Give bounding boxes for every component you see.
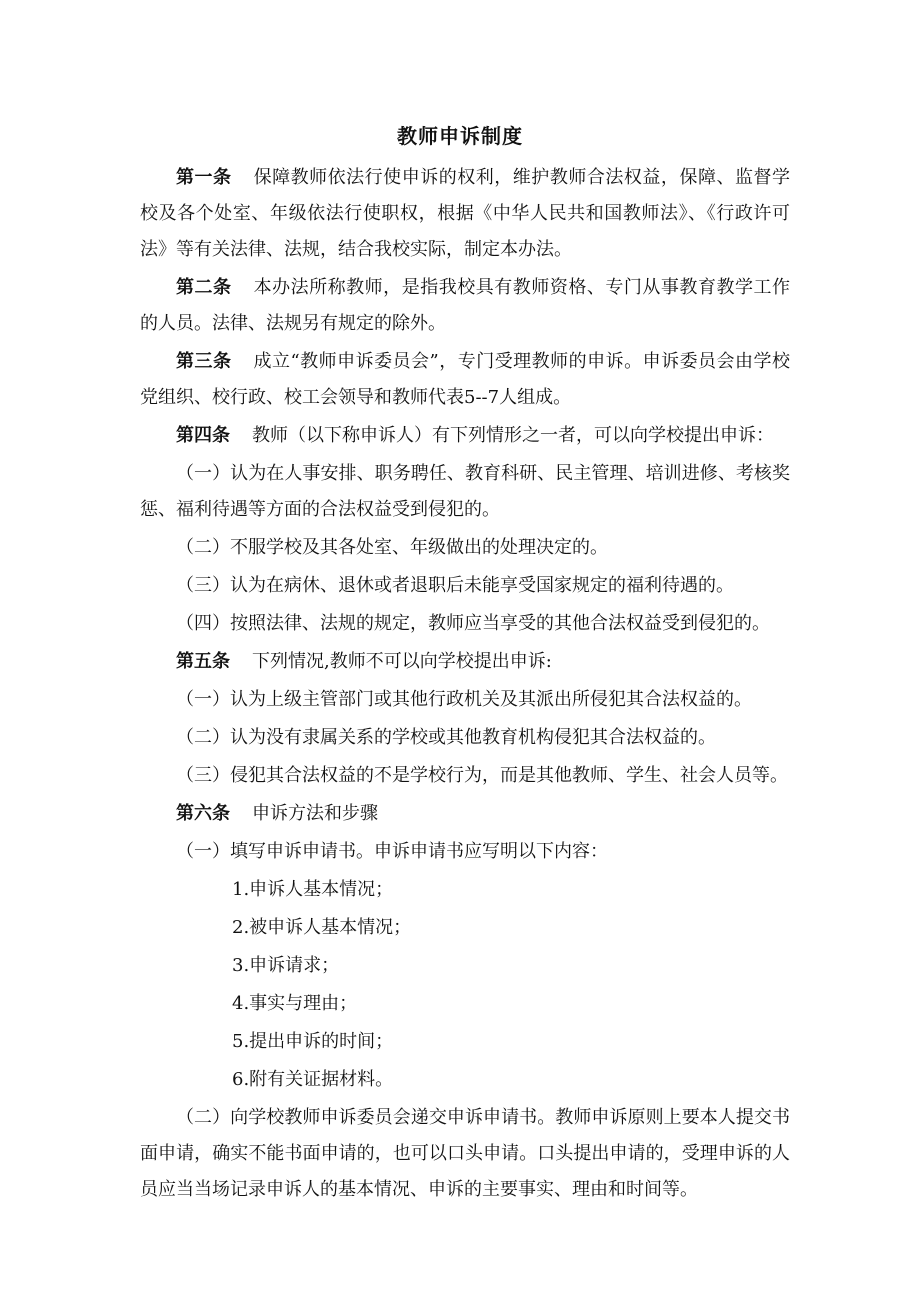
article-5 xyxy=(140,644,790,680)
article-text: 教师（以下称申诉人）有下列情形之一者，可以向学校提出申诉： xyxy=(252,425,774,446)
article-4-item: （四）按照法律、法规的规定，教师应当享受的其他合法权益受到侵犯的。 xyxy=(176,613,770,634)
list-item: 4.事实与理由； xyxy=(232,993,358,1014)
article-heading: 第四条 xyxy=(176,425,230,446)
article-heading: 第六条 xyxy=(176,803,230,824)
article-5-item: （一）认为上级主管部门或其他行政机关及其派出所侵犯其合法权益的。 xyxy=(176,689,752,710)
article-heading: 第一条 xyxy=(176,167,232,188)
list-item: 5.提出申诉的时间； xyxy=(232,1031,394,1052)
article-4-item: （一）认为在人事安排、职务聘任、教育科研、民主管理、培训进修、考核奖惩、福利待遇等方面的合法权益受到侵犯的。 xyxy=(140,463,790,520)
article-4-item: （二）不服学校及其各处室、年级做出的处理决定的。 xyxy=(176,537,608,558)
article-3 xyxy=(140,344,790,416)
article-6-step-2: （二）向学校教师申诉委员会递交申诉申请书。教师申诉原则上要本人提交书面申请，确实不能书面申请的，也可以口头申请。口头提出申请的，受理申诉的人员应当当场记录申诉人的基本情况、申诉的主要事实、理由和时间等。 xyxy=(140,1107,790,1200)
article-heading: 第二条 xyxy=(176,277,232,298)
article-text: 下列情况,教师不可以向学校提出申诉: xyxy=(252,651,552,672)
list-item: 2.被申诉人基本情况； xyxy=(232,917,412,938)
document-body xyxy=(140,160,790,1210)
article-text: 申诉方法和步骤 xyxy=(252,803,378,824)
list-item: 6.附有关证据材料。 xyxy=(232,1069,394,1090)
article-1 xyxy=(140,160,790,268)
article-text: 成立“教师申诉委员会”，专门受理教师的申诉。申诉委员会由学校党组织、校行政、校工会领导和教师代表5--7人组成。 xyxy=(140,351,791,408)
article-5-item: （三）侵犯其合法权益的不是学校行为，而是其他教师、学生、社会人员等。 xyxy=(176,765,788,786)
list-item: 3.申诉请求； xyxy=(232,955,340,976)
article-4-item: （三）认为在病休、退休或者退职后未能享受国家规定的福利待遇的。 xyxy=(176,575,734,596)
article-6 xyxy=(140,796,790,832)
article-heading: 第五条 xyxy=(176,651,230,672)
article-heading: 第三条 xyxy=(176,351,232,372)
list-item: 1.申诉人基本情况； xyxy=(232,879,394,900)
article-text: 本办法所称教师，是指我校具有教师资格、专门从事教育教学工作的人员。法律、法规另有规定的除外。 xyxy=(140,277,791,334)
document-title: 教师申诉制度 xyxy=(397,124,523,148)
article-4 xyxy=(140,418,790,454)
article-5-item: （二）认为没有隶属关系的学校或其他教育机构侵犯其合法权益的。 xyxy=(176,727,716,748)
article-2 xyxy=(140,270,790,342)
article-text: 保障教师依法行使申诉的权利，维护教师合法权益，保障、监督学校及各个处室、年级依法行使职权，根据《中华人民共和国教师法》、《行政许可法》等有关法律、法规，结合我校实际，制定本办法。 xyxy=(140,167,791,260)
article-6-step-1: （一）填写申诉申请书。申诉申请书应写明以下内容： xyxy=(176,841,608,862)
